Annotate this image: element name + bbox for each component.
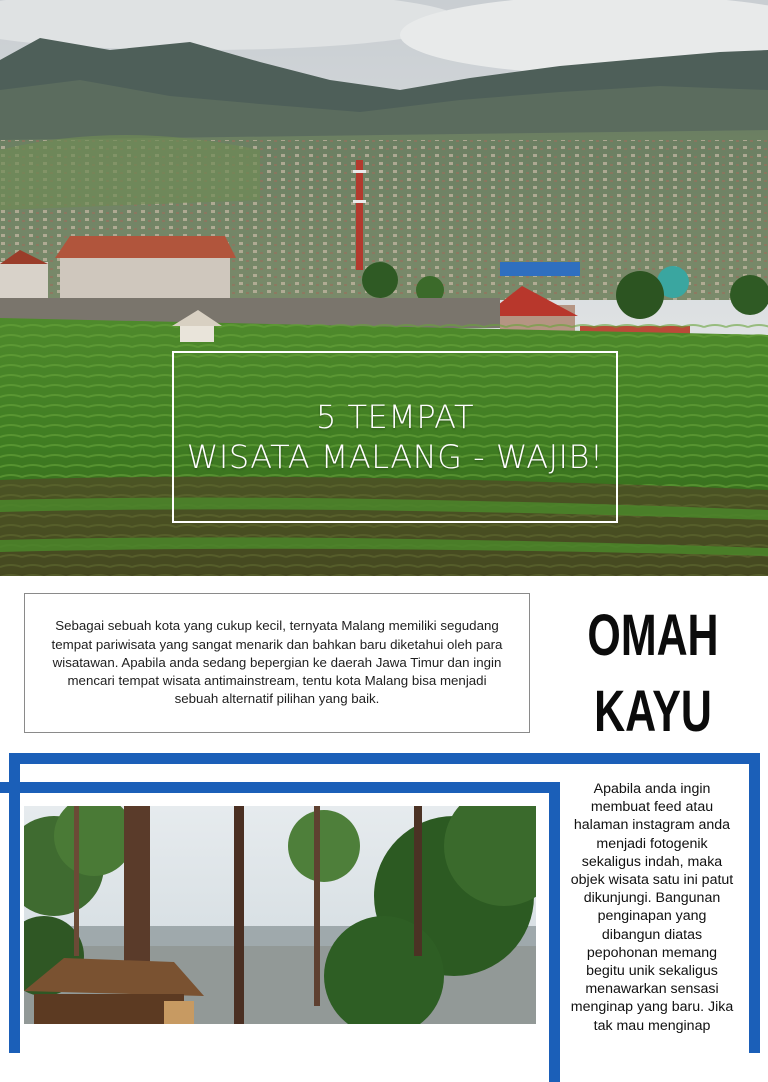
section-title bbox=[548, 598, 758, 750]
section-title-line-1: OMAH bbox=[587, 603, 719, 668]
section-title-line-2: KAYU bbox=[594, 679, 712, 744]
hero-title-line-2: WISATA MALANG - WAJIB! bbox=[186, 438, 604, 476]
hero-title-box bbox=[172, 351, 618, 523]
forest-photo bbox=[24, 806, 536, 1024]
pine-forest-image bbox=[24, 806, 536, 1024]
section-body-text: Apabila anda ingin membuat feed atau halaman instagram anda menjadi fotogenik sekaligus indah, maka objek wisata satu ini patut dikunjungi. Bangunan penginapan yang dibangun diatas pepohonan memang begitu unik sekaligus menawarkan sensasi menginap yang baru. Jika tak mau menginap bbox=[570, 781, 734, 1034]
hero-title-line-1: 5 TEMPAT bbox=[315, 398, 475, 436]
intro-box bbox=[24, 593, 530, 733]
intro-text: Sebagai sebuah kota yang cukup kecil, ternyata Malang memiliki segudang tempat pariwisata yang sangat menarik dan bahkan baru diketahui oleh para wisatawan. Apabila anda sedang bepergian ke daerah Jawa Timur dan ingin mencari tempat wisata antimainstream, tentu kota Malang bisa menjadi sebuah alternatif pilihan yang baik. bbox=[51, 618, 503, 707]
